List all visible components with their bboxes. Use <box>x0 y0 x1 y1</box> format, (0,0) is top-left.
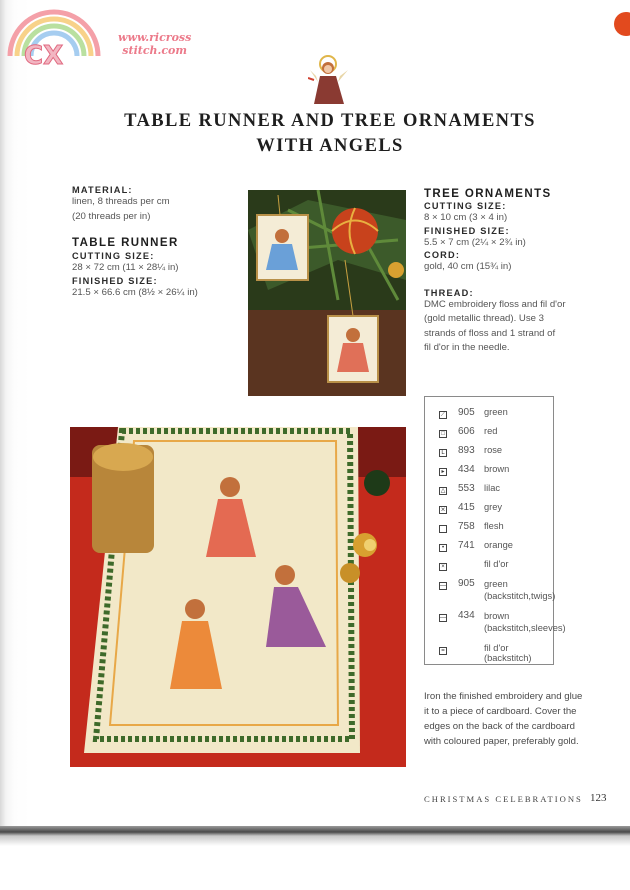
thread-line4: fil d'or in the needle. <box>424 342 510 353</box>
legend-number: 758 <box>458 521 475 532</box>
legend-row <box>425 502 553 520</box>
legend-symbol: = <box>439 647 447 655</box>
page-tab-marker <box>614 12 630 36</box>
legend-number: 434 <box>458 610 475 621</box>
legend-color: red <box>484 426 498 436</box>
legend-color: brown <box>484 611 510 621</box>
legend-note: (backstitch,sleeves) <box>484 623 566 633</box>
legend-row <box>425 426 553 444</box>
legend-number: 905 <box>458 578 475 589</box>
legend-row <box>425 540 553 558</box>
runner-cutting-label: CUTTING SIZE: <box>72 251 155 261</box>
legend-color: fil d'or <box>484 559 509 569</box>
legend-symbol: • <box>439 544 447 552</box>
legend-number: 893 <box>458 445 475 456</box>
legend-row <box>425 610 566 640</box>
runner-finished-label: FINISHED SIZE: <box>72 275 158 286</box>
orn-cord-label: CORD: <box>424 250 461 260</box>
legend-symbol: ▸ <box>439 468 447 476</box>
orn-cord-value: gold, 40 cm (15¾ in) <box>424 261 512 272</box>
table-runner-photo <box>70 427 406 767</box>
legend-row <box>425 521 553 539</box>
legend-symbol: — <box>440 615 446 621</box>
thread-line1: DMC embroidery floss and fil d'or <box>424 298 566 310</box>
legend-color-block <box>484 610 566 634</box>
orn-cutting-label: CUTTING SIZE: <box>424 201 507 211</box>
legend-row <box>425 483 553 501</box>
legend-symbol: L <box>439 449 447 457</box>
angel-icon <box>308 54 352 108</box>
legend-number: 606 <box>458 426 475 437</box>
legend-row <box>425 445 553 463</box>
legend-note: (backstitch,twigs) <box>484 591 556 601</box>
page-number: 123 <box>590 792 607 804</box>
legend-color: green <box>484 407 508 417</box>
thread-line3: strands of floss and 1 strand of <box>424 327 556 339</box>
legend-number: 905 <box>458 407 475 418</box>
legend-color: rose <box>484 445 503 455</box>
material-label: MATERIAL: <box>72 185 133 195</box>
watermark-logo <box>6 6 116 68</box>
legend-color: fil d'or (backstitch) <box>484 643 532 663</box>
legend-number: 553 <box>458 483 475 494</box>
legend-symbol: □ <box>439 430 447 438</box>
legend-number: 415 <box>458 502 475 513</box>
orn-finished-value: 5.5 × 7 cm (2¼ × 2¾ in) <box>424 236 526 248</box>
legend-symbol: △ <box>440 488 446 494</box>
legend-symbol: ⟋ <box>440 412 446 418</box>
thread-legend <box>424 396 566 665</box>
legend-color: lilac <box>484 483 501 493</box>
title-line2: WITH ANGELS <box>256 136 404 156</box>
legend-symbol: ⨯ <box>440 507 446 513</box>
orn-finished-label: FINISHED SIZE: <box>424 225 510 236</box>
legend-row <box>425 559 553 577</box>
page-edge-shadow <box>0 826 630 890</box>
legend-symbol: × <box>439 563 447 571</box>
legend-row <box>425 578 556 608</box>
thread-line2: (gold metallic thread). Use 3 <box>424 313 544 324</box>
thread-label: THREAD: <box>424 287 474 298</box>
left-column <box>72 185 242 300</box>
legend-color: green <box>484 579 508 589</box>
legend-color: orange <box>484 540 513 550</box>
table-runner-heading: TABLE RUNNER <box>72 237 179 249</box>
material-line1: linen, 8 threads per cm <box>72 196 170 207</box>
legend-row <box>425 407 553 425</box>
watermark-line1: www.ricross <box>118 31 192 44</box>
watermark-logo-text: CX <box>24 41 64 68</box>
ornaments-photo <box>248 190 406 396</box>
legend-symbol <box>439 525 447 533</box>
legend-color: grey <box>484 502 503 512</box>
orn-cutting-value: 8 × 10 cm (3 × 4 in) <box>424 212 508 223</box>
right-column <box>424 188 594 356</box>
legend-symbol: — <box>440 583 446 589</box>
title-line1: TABLE RUNNER AND TREE ORNAMENTS <box>124 111 536 131</box>
watermark-line2: stitch.com <box>122 44 188 57</box>
instructions-paragraph: Iron the finished embroidery and glue it to a piece of cardboard. Cover the edges on the back of the cardboard with coloured paper, preferably gold. <box>424 691 583 747</box>
tree-ornaments-heading: TREE ORNAMENTS <box>424 188 552 200</box>
watermark-text <box>118 31 191 57</box>
legend-row <box>425 464 553 482</box>
page-title <box>110 109 550 159</box>
legend-number: 741 <box>458 540 475 551</box>
legend-row <box>425 643 553 661</box>
legend-color-block <box>484 578 555 602</box>
legend-color: brown <box>484 464 510 474</box>
footer-section: CHRISTMAS CELEBRATIONS <box>424 794 583 804</box>
material-line2: (20 threads per in) <box>72 210 151 222</box>
runner-cutting-value: 28 × 72 cm (11 × 28¼ in) <box>72 262 179 273</box>
legend-number: 434 <box>458 464 475 475</box>
legend-color: flesh <box>484 521 504 531</box>
runner-finished-value: 21.5 × 66.6 cm (8½ × 26¼ in) <box>72 286 198 298</box>
